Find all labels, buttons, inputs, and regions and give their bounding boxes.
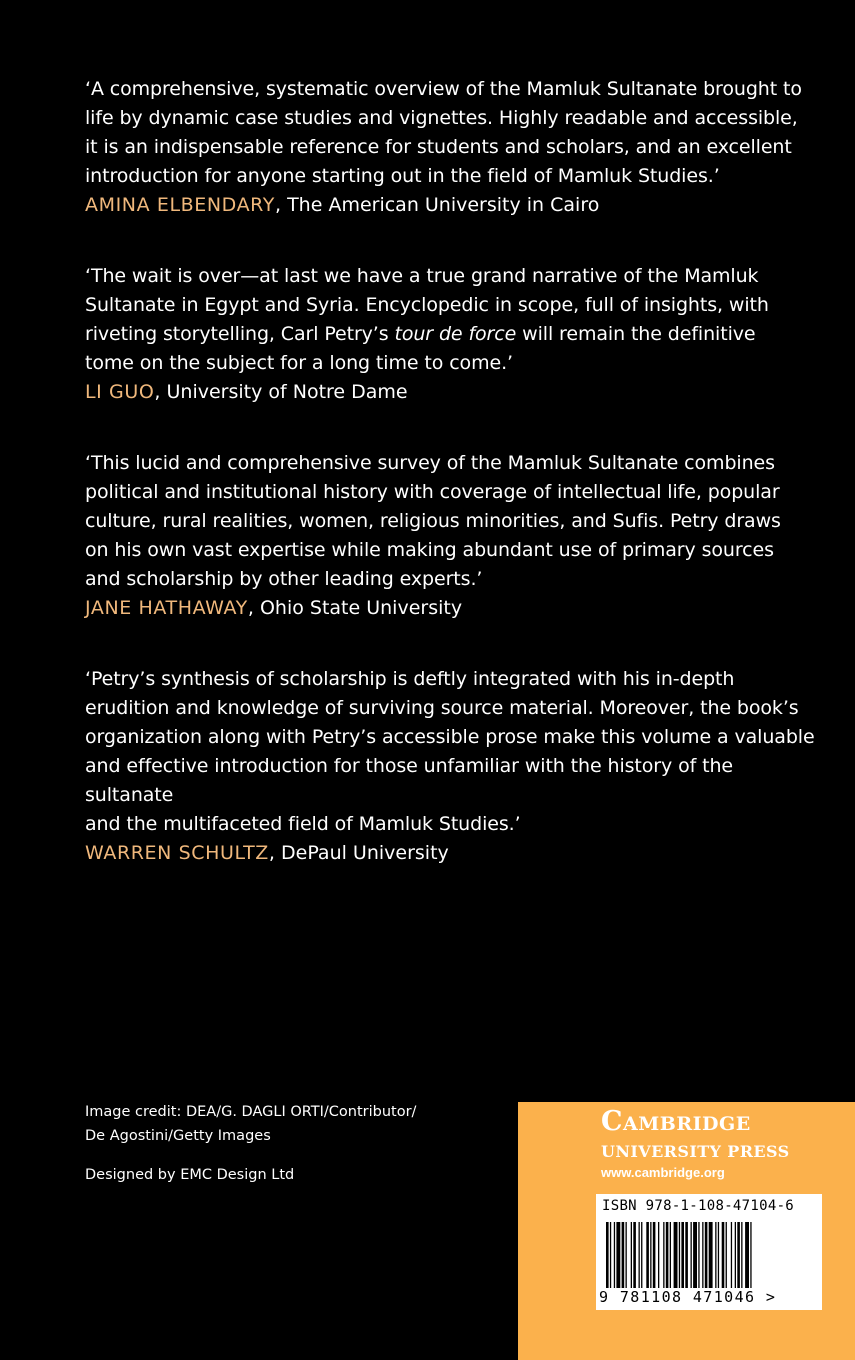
reviewer-name: JANE HATHAWAY	[85, 597, 248, 619]
barcode-bar	[610, 1222, 611, 1288]
barcode-bar	[735, 1222, 736, 1288]
barcode-bar	[715, 1222, 716, 1288]
barcode-bar	[685, 1222, 688, 1288]
barcode-bar	[674, 1222, 678, 1288]
endorsement-1	[85, 75, 815, 220]
endorsement-3	[85, 449, 815, 623]
endorsement-attribution	[85, 378, 815, 407]
barcode-bar	[626, 1222, 627, 1288]
barcode-bar	[614, 1222, 615, 1288]
endorsement-attribution	[85, 594, 815, 623]
isbn-barcode	[596, 1194, 822, 1310]
publisher-logo-name: Cambridge	[601, 1106, 751, 1137]
barcode-bar	[681, 1222, 684, 1288]
barcode-bar	[666, 1222, 669, 1288]
endorsement-4	[85, 665, 815, 868]
credits	[85, 1100, 505, 1187]
barcode-bar	[646, 1222, 649, 1288]
barcode-digits: 9 781108 471046 >	[599, 1288, 777, 1306]
barcode-bar	[691, 1222, 692, 1288]
barcode-bar	[745, 1222, 749, 1288]
quote-italic-text: tour de force	[394, 323, 517, 345]
image-credit: Image credit: DEA/G. DAGLI ORTI/Contributor/ De Agostini/Getty Images	[85, 1104, 417, 1144]
barcode-bar	[737, 1222, 740, 1288]
barcode-bar	[709, 1222, 713, 1288]
quote-text: will remain the definitive tome on the subject for a long time to come.’	[85, 323, 756, 374]
endorsements	[85, 75, 815, 910]
barcode-bar	[726, 1222, 727, 1288]
reviewer-affiliation: , DePaul University	[268, 842, 449, 864]
publisher-url: www.cambridge.org	[601, 1165, 725, 1180]
barcode-bar	[702, 1222, 703, 1288]
barcode-bar	[670, 1222, 671, 1288]
reviewer-name: WARREN SCHULTZ	[85, 842, 269, 864]
barcode-bar	[622, 1222, 625, 1288]
endorsement-quote	[85, 262, 815, 378]
reviewer-affiliation: , Ohio State University	[247, 597, 463, 619]
reviewer-affiliation: , University of Notre Dame	[154, 381, 408, 403]
endorsement-attribution	[85, 839, 815, 868]
barcode-bar	[653, 1222, 656, 1288]
endorsement-quote: ‘This lucid and comprehensive survey of the Mamluk Sultanate combines political and institutional history with coverage of intellectual life, popular culture, rural realities, women, religious minorities, and Sufis. Petry draws on his own vast expertise while making abundant use of primary sources and scholarship by other leading experts.’	[85, 452, 781, 590]
barcode-bar	[698, 1222, 699, 1288]
barcode-bar	[750, 1222, 751, 1288]
barcode-bar	[731, 1222, 732, 1288]
barcode-bar	[663, 1222, 664, 1288]
publisher-logo-subtitle: UNIVERSITY PRESS	[601, 1142, 790, 1161]
endorsement-2	[85, 262, 815, 407]
quote-text: ‘The wait is over—at last we have a true grand narrative of the Mamluk Sultanate in Egypt and Syria. Encyclopedic in scope, full of insights, with riveting storytelling, Carl Petry’s	[85, 265, 769, 345]
barcode-bar	[650, 1222, 651, 1288]
reviewer-affiliation: , The American University in Cairo	[274, 194, 600, 216]
reviewer-name: AMINA ELBENDARY	[85, 194, 275, 216]
endorsement-attribution	[85, 191, 815, 220]
barcode-bar	[722, 1222, 725, 1288]
barcode-bar	[616, 1222, 620, 1288]
barcode-bar	[633, 1222, 636, 1288]
reviewer-name: LI GUO	[85, 381, 155, 403]
endorsement-quote: ‘Petry’s synthesis of scholarship is deftly integrated with his in-depth erudition and knowledge of surviving source material. Moreover, the book’s organization along with Petry’s accessible prose make this volume a valuable and effective introduction for those unfamiliar with the history of the sultanate and the multifaceted field of Mamluk Studies.’	[85, 668, 815, 835]
barcode-bars	[596, 1222, 822, 1292]
design-credit: Designed by EMC Design Ltd	[85, 1167, 295, 1183]
barcode-bar	[639, 1222, 640, 1288]
barcode-bar	[631, 1222, 632, 1288]
barcode-bar	[693, 1222, 697, 1288]
isbn-label: ISBN 978-1-108-47104-6	[602, 1198, 795, 1214]
publisher-panel	[518, 1102, 855, 1360]
barcode-bar	[606, 1222, 609, 1288]
barcode-bar	[718, 1222, 719, 1288]
barcode-bar	[679, 1222, 680, 1288]
barcode-bar	[658, 1222, 659, 1288]
endorsement-quote: ‘A comprehensive, systematic overview of the Mamluk Sultanate brought to life by dynamic case studies and vignettes. Highly readable and accessible, it is an indispensable reference for students and scholars, and an excellent introduction for anyone starting out in the field of Mamluk Studies.’	[85, 78, 802, 187]
barcode-bar	[705, 1222, 708, 1288]
barcode-bar	[641, 1222, 642, 1288]
barcode-bar	[741, 1222, 742, 1288]
